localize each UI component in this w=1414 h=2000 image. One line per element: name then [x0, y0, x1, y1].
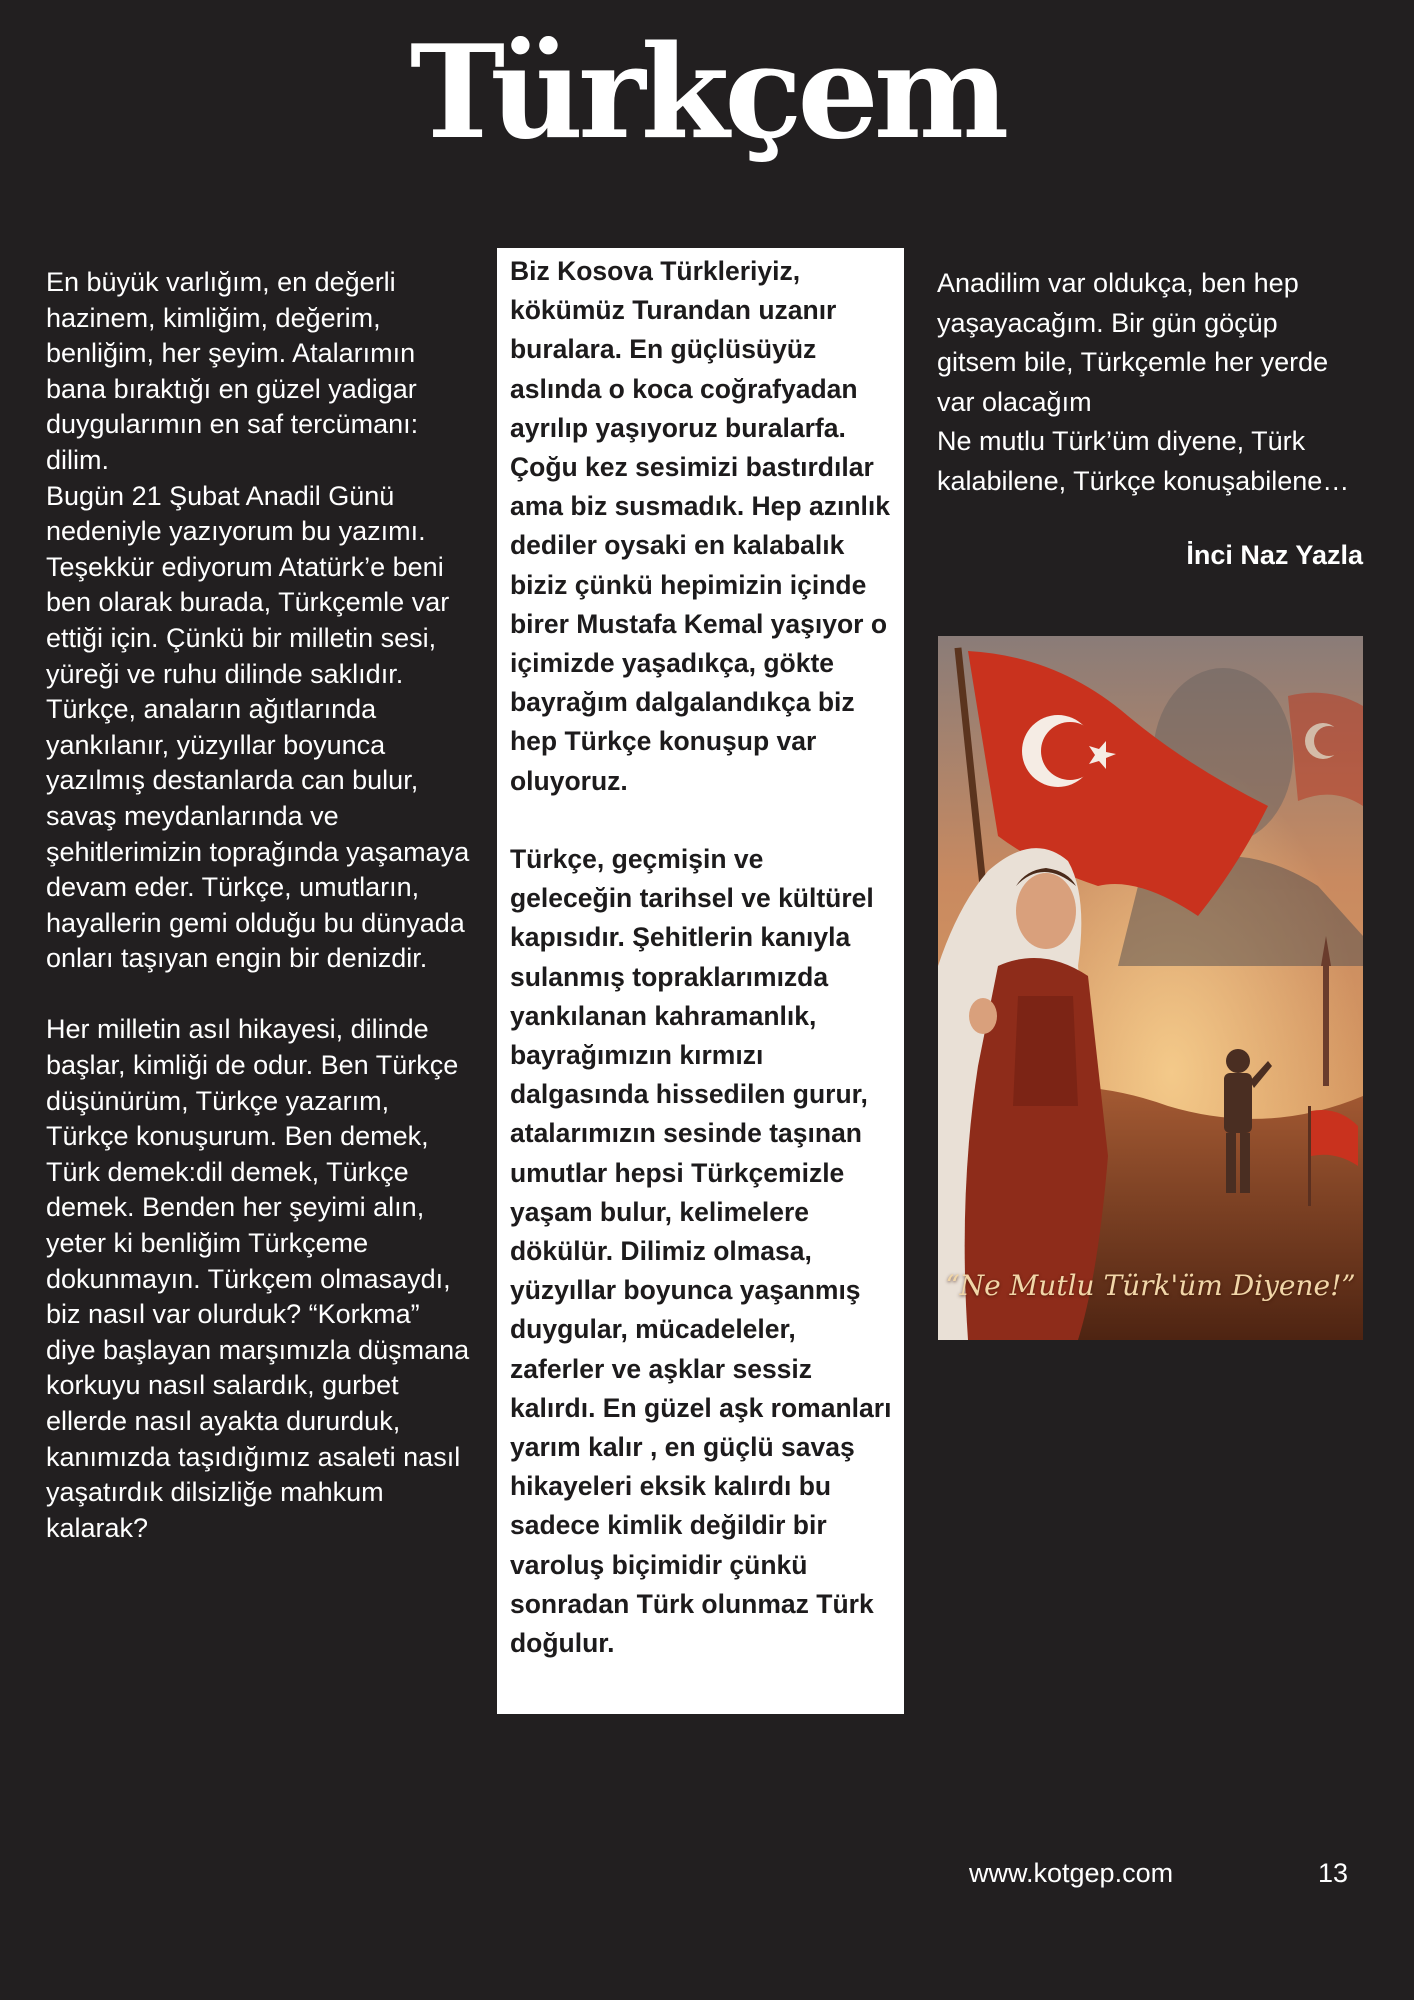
author-name: İnci Naz Yazla	[1186, 540, 1363, 570]
left-paragraph-2: Bugün 21 Şubat Anadil Günü nedeniyle yazıyorum bu yazımı. Teşekkür ediyorum Atatürk’e beni ben olarak burada, Türkçemle var ettiği için. Çünkü bir milletin sesi, yüreği ve ruhu dilinde saklıdır. Türkçe, anaların ağıtlarında yankılanır, yüzyıllar boyunca yazılmış destanlarda can bulur, savaş meydanlarında ve şehitlerimizin toprağında yaşamaya devam eder. Türkçe, umutların, hayallerin gemi olduğu bu dünyada onları taşıyan engin bir denizdir.	[46, 480, 470, 974]
left-text-column	[46, 265, 474, 1582]
footer-website-url: www.kotgep.com	[969, 1858, 1174, 1888]
center-paragraph-2: Türkçe, geçmişin ve geleceğin tarihsel ve kültürel kapısıdır. Şehitlerin kanıyla sulanmış topraklarımızda yankılanan kahramanlık, bayrağımızın kırmızı dalgasında hissedilen gurur, atalarımızın sesinde taşınan umutlar hepsi Türkçemizle yaşam bulur, kelimelere dökülür. Dilimiz olmasa, yüzyıllar boyunca yaşanmış duygular, mücadeleler, zaferler ve aşklar sessiz kalırdı. En güzel aşk romanları yarım kalır , en güçlü savaş hikayeleri eksik kalırdı bu sadece kimlik değildir bir varoluş biçimidir çünkü sonradan Türk olunmaz Türk doğulur.	[510, 844, 892, 1659]
page-title: Türkçem	[409, 18, 1005, 168]
left-paragraph-1: En büyük varlığım, en değerli hazinem, kimliğim, değerim, benliğim, her şeyim. Atalarımın bana bıraktığı en güzel yadigar duygularımın en saf tercümanı: dilim.	[46, 267, 419, 475]
poster-caption: “Ne Mutlu Türk'üm Diyene!”	[945, 1269, 1356, 1302]
page-number: 13	[1318, 1858, 1349, 1888]
center-paragraph-1: Biz Kosova Türkleriyiz, kökümüz Turandan uzanır buralara. En güçlüsüyüz aslında o koca coğrafyadan ayrılıp yaşıyoruz buralarfa. Çoğu kez sesimizi bastırdılar ama biz susmadık. Hep azınlık dediler oysaki en kalabalık biziz çünkü hepimizin içinde birer Mustafa Kemal yaşıyor o içimizde yaşadıkça, gökte bayrağım dalgalandıkça biz hep Türkçe konuşup var oluyoruz.	[510, 256, 890, 796]
left-paragraph-3: Her milletin asıl hikayesi, dilinde başlar, kimliği de odur. Ben Türkçe düşünürüm, Türkçe yazarım, Türkçe konuşurum. Ben demek, Türk demek:dil demek, Türkçe demek. Benden her şeyimi alın, yeter ki benliğim Türkçeme dokunmayın. Türkçem olmasaydı, biz nasıl var olurduk? “Korkma” diye başlayan marşımızla düşmana korkuyu nasıl salardık, gurbet ellerde nasıl ayakta dururduk, kanımızda taşıdığımız asaleti nasıl yaşatırdık dilsizliğe mahkum kalarak?	[46, 1014, 470, 1543]
sky-flag	[1288, 693, 1363, 806]
highlight-text-box	[497, 248, 904, 1714]
right-paragraph-1: Anadilim var oldukça, ben hep yaşayacağım. Bir gün göçüp gitsem bile, Türkçemle her yerde var olacağım	[937, 268, 1329, 417]
poster-illustration	[938, 636, 1363, 1340]
right-paragraph-2: Ne mutlu Türk’üm diyene, Türk kalabilene, Türkçe konuşabilene…	[937, 426, 1350, 496]
right-text-column	[937, 264, 1363, 501]
ataturk-flag-poster-image	[938, 636, 1363, 1340]
